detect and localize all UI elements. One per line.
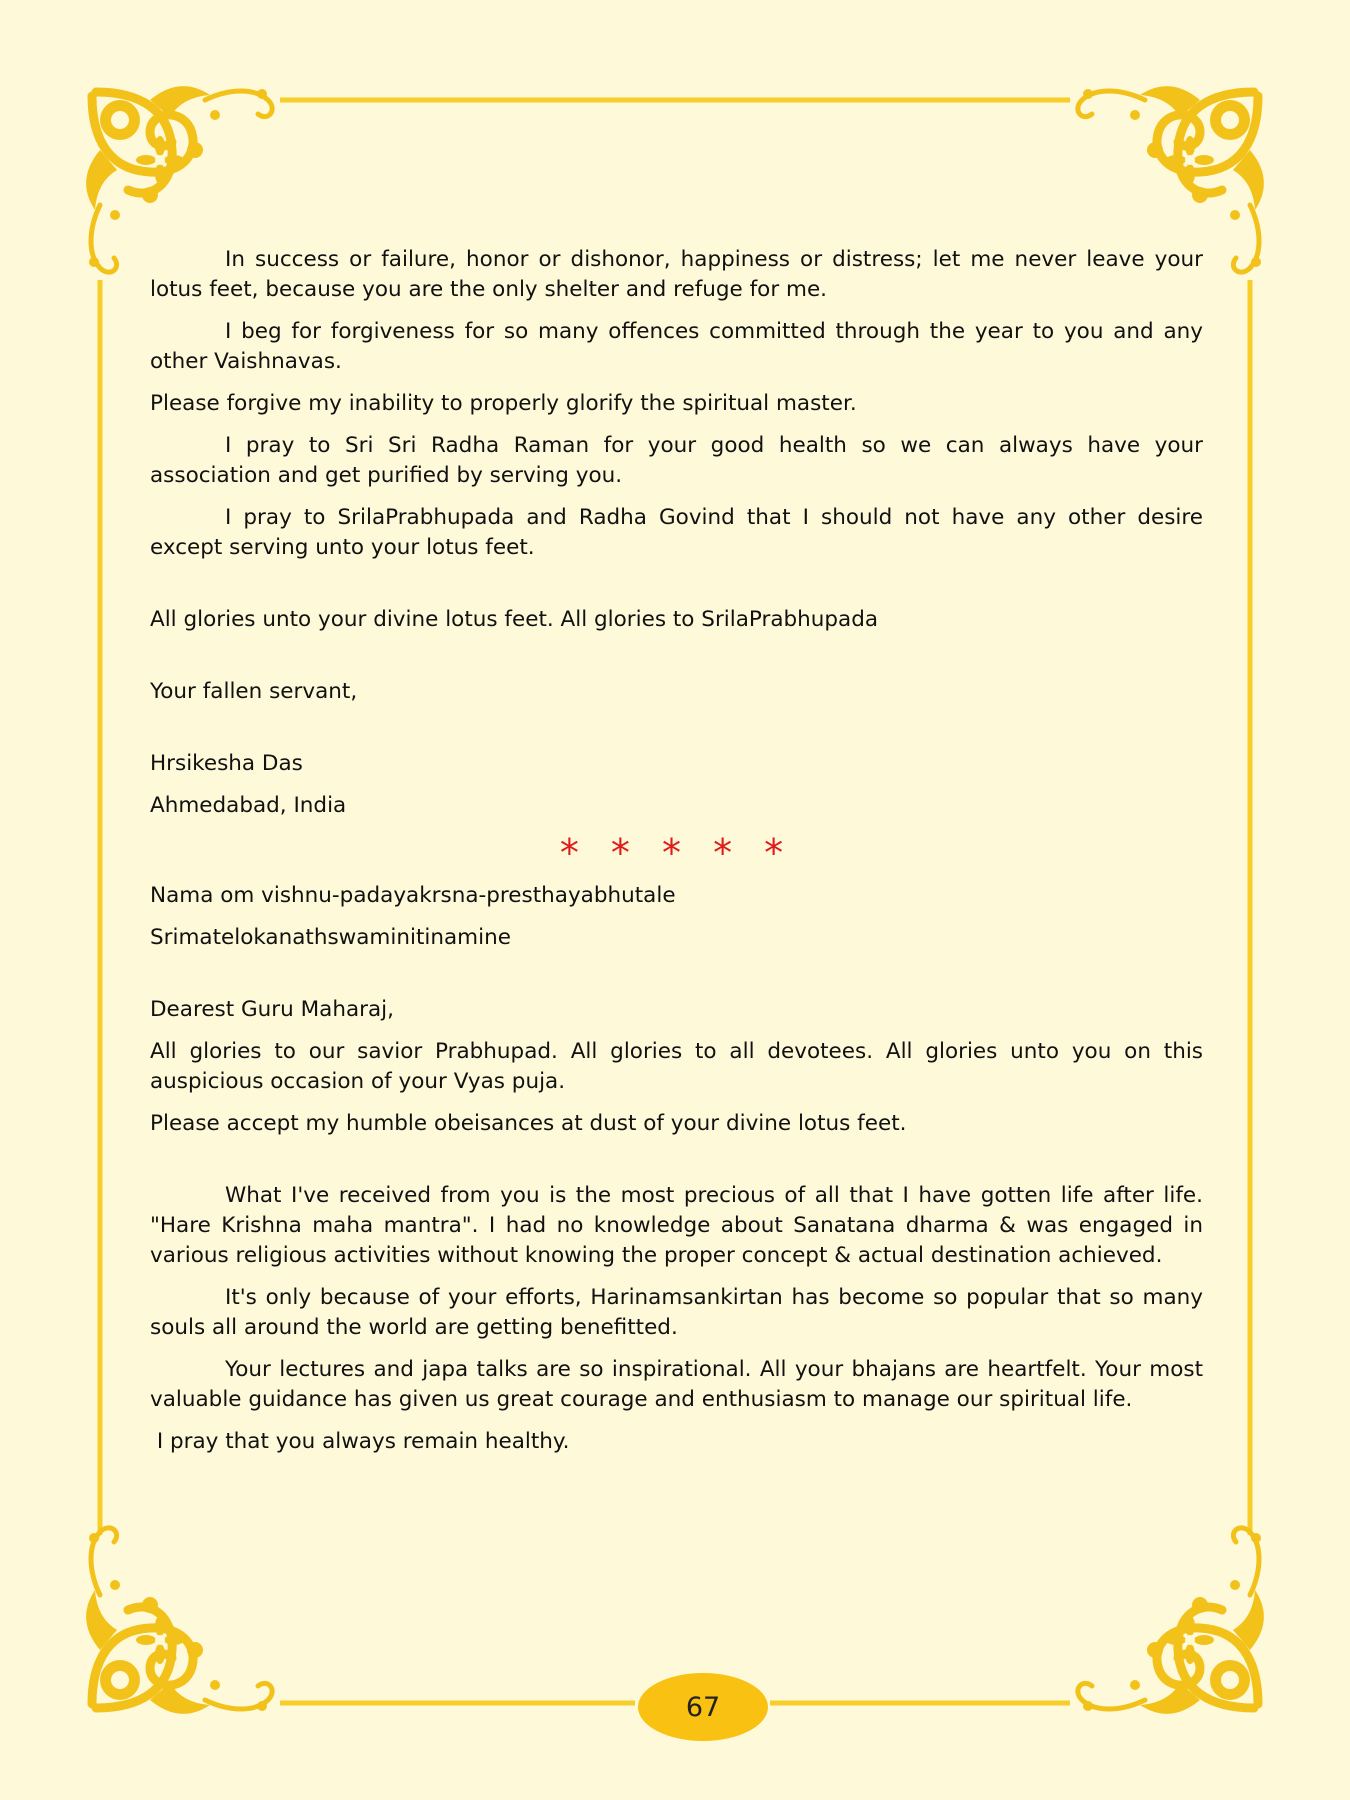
paragraph-savior: All glories to our savior Prabhupad. All glories to all devotees. All glories unto you on this auspicious occasion of your Vyas puja. (150, 1039, 1203, 1094)
mantra-line-1: Nama om vishnu-padayakrsna-presthayabhutale (150, 883, 676, 908)
signature-name: Hrsikesha Das (150, 751, 303, 776)
closing-line: Your fallen servant, (150, 679, 358, 704)
paragraph-received: What I've received from you is the most precious of all that I have gotten life after life. "Hare Krishna maha mantra". I had no knowledge about Sanatana dharma & was engaged in various religious activities without knowing the proper concept & actual destination achieved. (150, 1183, 1203, 1268)
paragraph-efforts: It's only because of your efforts, Harinamsankirtan has become so popular that so many souls all around the world are getting benefitted. (150, 1285, 1203, 1340)
letter-body (150, 245, 1203, 1469)
paragraph-pray-prabhupada: I pray to SrilaPrabhupada and Radha Govind that I should not have any other desire except serving unto your lotus feet. (150, 505, 1203, 560)
paragraph-obeisances: Please accept my humble obeisances at dust of your divine lotus feet. (150, 1111, 907, 1136)
paragraph-forgiveness: I beg for forgiveness for so many offences committed through the year to you and any other Vaishnavas. (150, 319, 1203, 374)
signature-place: Ahmedabad, India (150, 793, 347, 818)
salutation: Dearest Guru Maharaj, (150, 997, 394, 1022)
paragraph-healthy: I pray that you always remain healthy. (150, 1429, 570, 1454)
mantra-line-2: Srimatelokanathswaminitinamine (150, 925, 511, 950)
section-separator-stars: * * * * * (559, 831, 794, 875)
paragraph-pray-radha-raman: I pray to Sri Sri Radha Raman for your good health so we can always have your association and get purified by serving you. (150, 433, 1203, 488)
paragraph-forgive-inability: Please forgive my inability to properly glorify the spiritual master. (150, 391, 857, 416)
page-number: 67 (685, 1691, 721, 1723)
paragraph-success-failure: In success or failure, honor or dishonor, happiness or distress; let me never leave your lotus feet, because you are the only shelter and refuge for me. (150, 247, 1203, 302)
page-number-badge (638, 1673, 768, 1741)
paragraph-lectures: Your lectures and japa talks are so inspirational. All your bhajans are heartfelt. Your most valuable guidance has given us great courage and enthusiasm to manage our spiritual life. (150, 1357, 1203, 1412)
paragraph-all-glories: All glories unto your divine lotus feet. All glories to SrilaPrabhupada (150, 607, 879, 632)
